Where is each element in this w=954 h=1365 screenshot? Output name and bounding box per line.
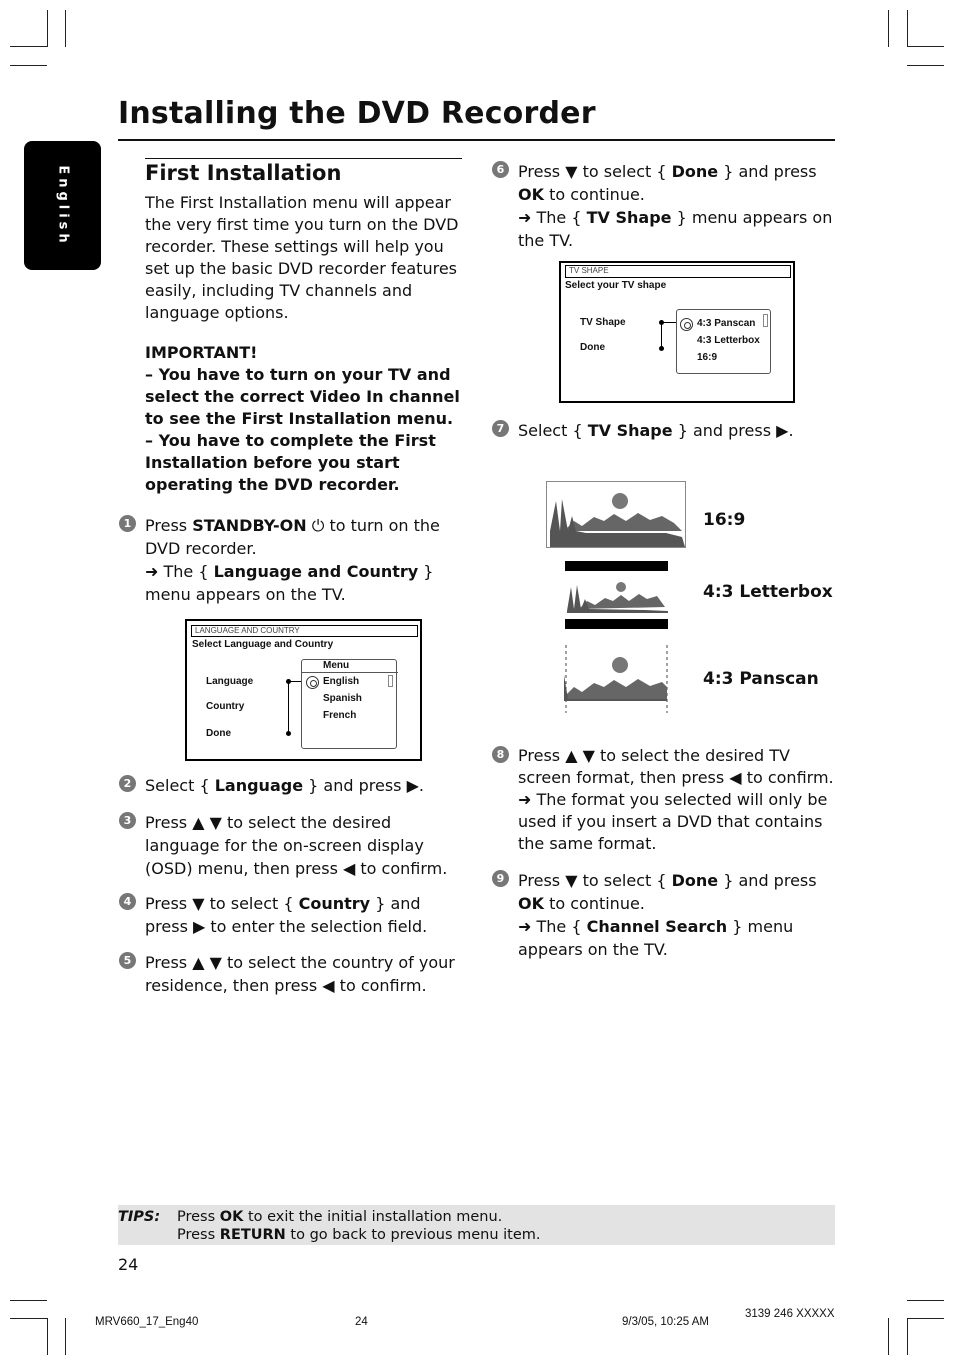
crop-mark: [888, 1318, 889, 1355]
step-text: Press ▲ ▼ to select the country of your residence, then press ◀ to confirm.: [145, 953, 455, 995]
step-text-part: to turn on the DVD recorder.: [145, 516, 440, 558]
step-number: 5: [119, 952, 136, 969]
step-text-part: Press ▼ to select {: [518, 871, 672, 890]
step-text-part: The format you selected will only be used if you insert a DVD that contains the same format.: [518, 790, 828, 853]
step-number: 1: [119, 515, 136, 532]
osd-label-country: Country: [206, 701, 245, 712]
crop-mark: [65, 1318, 66, 1355]
crop-mark: [10, 1318, 47, 1319]
osd-connector: [288, 681, 302, 682]
important-item: – You have to complete the First Installation before you start operating the DVD recorder.: [145, 431, 436, 494]
important-label: IMPORTANT!: [145, 343, 258, 362]
step-text-part: to continue.: [544, 185, 645, 204]
format-label: 4:3 Panscan: [703, 669, 819, 689]
osd-header: TV SHAPE: [565, 265, 791, 278]
crop-mark: [47, 10, 48, 47]
language-option[interactable]: English: [323, 676, 360, 687]
tips-label: TIPS:: [118, 1209, 161, 1225]
intro-paragraph: The First Installation menu will appear the very first time you turn on the DVD recorder. These settings will help you set up the basic DVD recorder features easily, including TV channels and language options.: [145, 193, 459, 322]
crop-mark: [907, 46, 944, 47]
osd-tick: [659, 346, 664, 351]
tv-shape-option[interactable]: 16:9: [697, 352, 718, 363]
step-2: [119, 774, 464, 797]
menu-name: TV Shape: [586, 208, 672, 227]
osd-language-country: [185, 619, 422, 761]
left-column: [145, 158, 463, 496]
step-number: 4: [119, 893, 136, 910]
osd-connector: [661, 322, 662, 349]
language-tab-label: English: [55, 164, 70, 247]
page-number: 24: [118, 1255, 139, 1274]
step-9: [492, 869, 837, 961]
osd-label-done: Done: [206, 728, 231, 739]
crop-mark: [907, 1318, 908, 1355]
format-label: 4:3 Letterbox: [703, 582, 833, 602]
menu-name: Done: [671, 871, 719, 890]
step-text: [145, 892, 464, 938]
result-arrow-icon: ➜: [145, 562, 159, 581]
crop-mark: [888, 10, 889, 47]
step-text-part: Press ▼ to select {: [145, 894, 299, 913]
crop-mark: [907, 10, 908, 47]
osd-tv-shape: [559, 261, 795, 403]
step-7: [492, 419, 837, 442]
crop-mark: [907, 1300, 944, 1301]
format-label: 16:9: [703, 510, 746, 530]
footer-date: 9/3/05, 10:25 AM: [622, 1316, 709, 1328]
step-text-part: Select {: [145, 776, 215, 795]
step-text-part: Press ▼ to select {: [518, 162, 672, 181]
step-4: [119, 892, 464, 938]
footer-code: 3139 246 XXXXX: [745, 1308, 835, 1320]
step-text-part: } and press: [718, 162, 817, 181]
step-text: [145, 774, 464, 797]
step-text: [518, 160, 837, 252]
menu-name: Country: [298, 894, 371, 913]
popup-scrollbar[interactable]: [388, 675, 393, 687]
step-text-part: Select {: [518, 421, 588, 440]
footer-page: 24: [355, 1316, 368, 1328]
step-text-part: } menu appears on the TV.: [518, 917, 794, 959]
crop-mark: [47, 1318, 48, 1355]
osd-tv-shape-popup: [676, 309, 771, 374]
section-heading: First Installation: [145, 161, 342, 185]
step-text-part: The {: [531, 917, 587, 936]
step-text-part: } and press: [718, 871, 817, 890]
osd-subtitle: Select Language and Country: [192, 639, 334, 650]
tip-text: Press: [177, 1227, 220, 1243]
result-arrow-icon: ➜: [518, 790, 532, 809]
step-text-part: } and press ▶.: [672, 421, 794, 440]
step-number: 7: [492, 420, 509, 437]
step-6: [492, 160, 837, 252]
crop-mark: [907, 1318, 944, 1319]
step-text-part: to continue.: [544, 894, 645, 913]
osd-label-language: Language: [206, 676, 254, 687]
step-1: [119, 514, 464, 606]
key-label: STANDBY-ON: [192, 516, 307, 535]
step-text: [518, 419, 837, 442]
menu-name: Language: [214, 776, 304, 795]
crop-mark: [10, 1300, 47, 1301]
step-text-part: } and press ▶ to enter the selection field.: [145, 894, 428, 936]
step-3: [119, 811, 464, 880]
step-text: Press ▲ ▼ to select the desired language for the on-screen display (OSD) menu, then press ◀ to confirm.: [145, 813, 448, 878]
step-number: 9: [492, 870, 509, 887]
tip-text: to exit the initial installation menu.: [243, 1209, 503, 1225]
step-text-part: Press: [145, 516, 193, 535]
format-letterbox-illustration: [565, 561, 668, 629]
step-number: 2: [119, 775, 136, 792]
format-panscan-illustration: [546, 645, 686, 713]
menu-name: Language and Country: [213, 562, 419, 581]
title-rule: [118, 139, 835, 141]
tv-shape-option[interactable]: 4:3 Letterbox: [697, 335, 760, 346]
power-icon: ⏻: [311, 516, 325, 535]
format-16-9-illustration: [546, 481, 686, 549]
disc-icon: [306, 676, 319, 689]
page-title: Installing the DVD Recorder: [118, 96, 596, 131]
osd-connector: [661, 322, 677, 323]
crop-mark: [65, 10, 66, 47]
step-text: [518, 745, 837, 855]
language-tab: [24, 141, 101, 270]
tip-text: to go back to previous menu item.: [285, 1227, 541, 1243]
footer-file: MRV660_17_Eng40: [95, 1316, 199, 1328]
key-label: RETURN: [219, 1227, 286, 1243]
crop-mark: [907, 65, 944, 66]
important-note: [145, 342, 463, 496]
osd-tick: [286, 731, 291, 736]
result-arrow-icon: ➜: [518, 917, 532, 936]
osd-connector: [288, 681, 289, 733]
step-text: [518, 869, 837, 961]
osd-subtitle: Select your TV shape: [565, 280, 667, 291]
step-text-part: The {: [531, 208, 587, 227]
language-option[interactable]: French: [323, 710, 357, 721]
menu-name: Channel Search: [586, 917, 728, 936]
step-text-part: } menu appears on the TV.: [518, 208, 833, 250]
step-text: [145, 514, 464, 606]
osd-header: LANGUAGE AND COUNTRY: [191, 625, 418, 637]
crop-mark: [10, 65, 47, 66]
step-number: 8: [492, 746, 509, 763]
disc-icon: [680, 318, 693, 331]
popup-scrollbar[interactable]: [763, 314, 768, 327]
step-8: [492, 745, 837, 855]
section-rule: [145, 158, 462, 159]
step-text-part: } and press ▶.: [303, 776, 424, 795]
crop-mark: [10, 46, 47, 47]
menu-name: TV Shape: [587, 421, 673, 440]
step-number: 3: [119, 812, 136, 829]
step-5: [119, 951, 464, 997]
important-item: – You have to turn on your TV and select the correct Video In channel to see the First Installation menu.: [145, 365, 460, 428]
menu-name: Done: [671, 162, 719, 181]
osd-label-tv-shape: TV Shape: [580, 317, 626, 328]
step-text-part: Press ▲ ▼ to select the desired TV screen format, then press ◀ to confirm.: [518, 746, 834, 787]
step-text-part: } menu appears on the TV.: [145, 562, 434, 604]
language-option[interactable]: Spanish: [323, 693, 362, 704]
key-label: OK: [219, 1209, 244, 1225]
tip-line: [177, 1208, 502, 1226]
popup-title: Menu: [302, 660, 398, 673]
result-arrow-icon: ➜: [518, 208, 532, 227]
step-text-part: The {: [158, 562, 214, 581]
step-number: 6: [492, 161, 509, 178]
osd-language-popup: [301, 659, 397, 749]
key-label: OK: [518, 185, 544, 204]
tips-box: [118, 1205, 835, 1245]
tv-shape-option[interactable]: 4:3 Panscan: [697, 318, 756, 329]
tip-text: Press: [177, 1209, 220, 1225]
key-label: OK: [518, 894, 544, 913]
tip-line: [177, 1226, 541, 1244]
osd-label-done: Done: [580, 342, 605, 353]
